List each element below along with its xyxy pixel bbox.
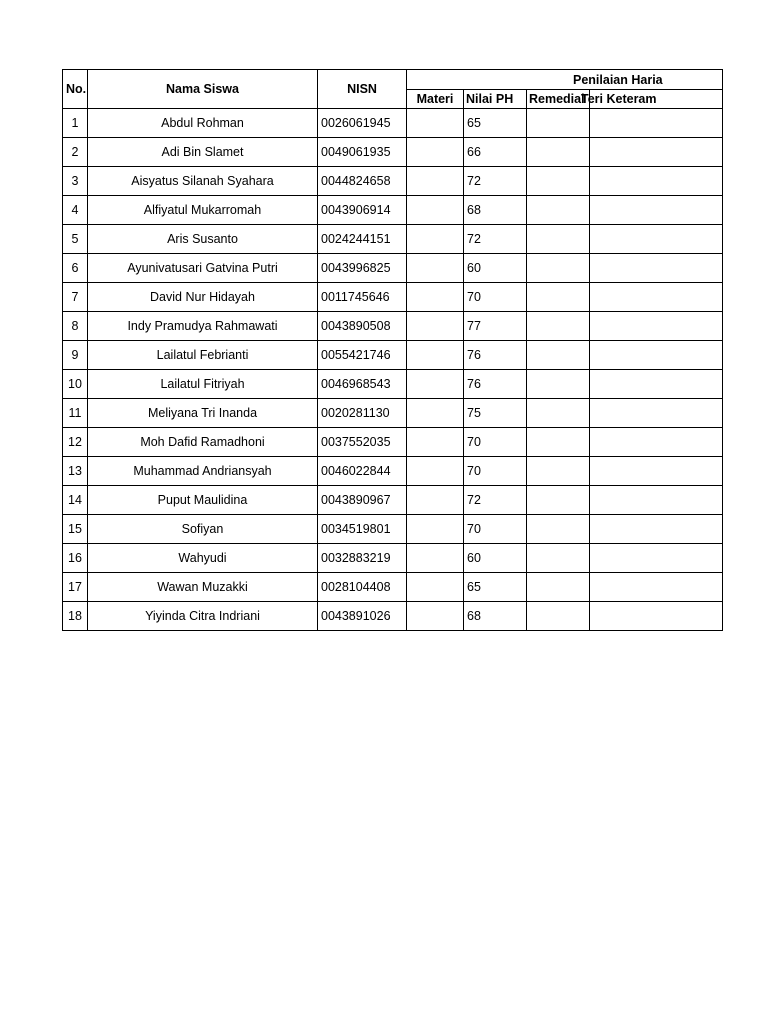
cell-nilai-ph[interactable]: 72 [464,167,527,196]
table-header [63,70,723,109]
cell-materi[interactable] [407,399,464,428]
cell-no[interactable]: 18 [63,602,88,631]
cell-nisn[interactable]: 0043891026 [318,602,407,631]
cell-materi[interactable] [407,225,464,254]
cell-remedial[interactable] [527,573,590,602]
cell-no[interactable]: 8 [63,312,88,341]
cell-no[interactable]: 4 [63,196,88,225]
cell-no[interactable]: 3 [63,167,88,196]
cell-no[interactable]: 5 [63,225,88,254]
cell-nisn[interactable]: 0043890967 [318,486,407,515]
cell-keterampilan[interactable] [590,573,723,602]
grades-table [62,69,723,631]
table-body [63,109,723,631]
spreadsheet-viewport [62,69,663,632]
cell-nilai-ph[interactable]: 76 [464,341,527,370]
cell-keterampilan[interactable] [590,544,723,573]
table-row[interactable] [63,457,723,486]
table-row[interactable] [63,167,723,196]
cell-remedial[interactable] [527,515,590,544]
cell-nilai-ph[interactable]: 70 [464,428,527,457]
cell-nisn[interactable]: 0046022844 [318,457,407,486]
cell-materi[interactable] [407,573,464,602]
cell-remedial[interactable] [527,109,590,138]
cell-name[interactable]: Sofiyan [88,515,318,544]
table-row[interactable] [63,138,723,167]
cell-materi[interactable] [407,341,464,370]
cell-no[interactable]: 12 [63,428,88,457]
cell-materi[interactable] [407,428,464,457]
table-row[interactable] [63,341,723,370]
header-name: Nama Siswa [88,70,318,109]
cell-keterampilan[interactable] [590,196,723,225]
cell-nisn[interactable]: 0043906914 [318,196,407,225]
table-row[interactable] [63,544,723,573]
cell-nilai-ph[interactable]: 72 [464,486,527,515]
cell-nisn[interactable]: 0020281130 [318,399,407,428]
header-group-penilaian: Penilaian Haria [407,70,723,90]
cell-keterampilan[interactable] [590,602,723,631]
cell-remedial[interactable] [527,399,590,428]
cell-remedial[interactable] [527,225,590,254]
cell-materi[interactable] [407,370,464,399]
cell-nisn[interactable]: 0011745646 [318,283,407,312]
cell-nisn[interactable]: 0034519801 [318,515,407,544]
header-nisn: NISN [318,70,407,109]
cell-name[interactable]: Lailatul Febrianti [88,341,318,370]
cell-name[interactable]: Indy Pramudya Rahmawati [88,312,318,341]
table-row[interactable] [63,428,723,457]
cell-nilai-ph[interactable]: 76 [464,370,527,399]
cell-name[interactable]: Lailatul Fitriyah [88,370,318,399]
header-nilai-ph: Nilai PH [464,90,527,109]
table-row[interactable] [63,573,723,602]
cell-keterampilan[interactable] [590,225,723,254]
cell-materi[interactable] [407,167,464,196]
cell-nisn[interactable]: 0046968543 [318,370,407,399]
cell-nisn[interactable]: 0049061935 [318,138,407,167]
cell-keterampilan[interactable] [590,399,723,428]
header-keterampilan: Teri Keteram [590,90,723,109]
cell-no[interactable]: 15 [63,515,88,544]
cell-nilai-ph[interactable]: 65 [464,573,527,602]
cell-no[interactable]: 7 [63,283,88,312]
cell-remedial[interactable] [527,254,590,283]
cell-name[interactable]: Wawan Muzakki [88,573,318,602]
cell-materi[interactable] [407,109,464,138]
cell-name[interactable]: Puput Maulidina [88,486,318,515]
cell-nisn[interactable]: 0055421746 [318,341,407,370]
table-row[interactable] [63,486,723,515]
cell-keterampilan[interactable] [590,370,723,399]
cell-materi[interactable] [407,138,464,167]
cell-no[interactable]: 6 [63,254,88,283]
header-no: No. [63,70,88,109]
cell-name[interactable]: Aisyatus Silanah Syahara [88,167,318,196]
cell-nilai-ph[interactable]: 60 [464,254,527,283]
cell-materi[interactable] [407,515,464,544]
cell-remedial[interactable] [527,544,590,573]
cell-nilai-ph[interactable]: 65 [464,109,527,138]
table-row[interactable] [63,312,723,341]
cell-keterampilan[interactable] [590,341,723,370]
cell-materi[interactable] [407,283,464,312]
cell-name[interactable]: Aris Susanto [88,225,318,254]
cell-materi[interactable] [407,457,464,486]
cell-keterampilan[interactable] [590,428,723,457]
cell-remedial[interactable] [527,602,590,631]
cell-remedial[interactable] [527,196,590,225]
cell-keterampilan[interactable] [590,457,723,486]
cell-nisn[interactable]: 0037552035 [318,428,407,457]
table-row[interactable] [63,602,723,631]
header-remedial: Remedial [527,90,590,109]
table-row[interactable] [63,370,723,399]
cell-remedial[interactable] [527,486,590,515]
cell-keterampilan[interactable] [590,167,723,196]
table-row[interactable] [63,283,723,312]
cell-name[interactable]: Yiyinda Citra Indriani [88,602,318,631]
cell-nisn[interactable]: 0028104408 [318,573,407,602]
cell-remedial[interactable] [527,167,590,196]
cell-nilai-ph[interactable]: 72 [464,225,527,254]
cell-nisn[interactable]: 0024244151 [318,225,407,254]
cell-no[interactable]: 16 [63,544,88,573]
cell-nisn[interactable]: 0044824658 [318,167,407,196]
table-row[interactable] [63,399,723,428]
cell-materi[interactable] [407,312,464,341]
cell-keterampilan[interactable] [590,486,723,515]
cell-nilai-ph[interactable]: 66 [464,138,527,167]
cell-name[interactable]: Wahyudi [88,544,318,573]
cell-materi[interactable] [407,544,464,573]
cell-keterampilan[interactable] [590,283,723,312]
cell-nilai-ph[interactable]: 75 [464,399,527,428]
table-row[interactable] [63,109,723,138]
cell-name[interactable]: Muhammad Andriansyah [88,457,318,486]
cell-nisn[interactable]: 0043996825 [318,254,407,283]
table-row[interactable] [63,196,723,225]
cell-remedial[interactable] [527,283,590,312]
cell-nilai-ph[interactable]: 60 [464,544,527,573]
cell-no[interactable]: 10 [63,370,88,399]
cell-remedial[interactable] [527,428,590,457]
cell-nilai-ph[interactable]: 70 [464,457,527,486]
cell-remedial[interactable] [527,312,590,341]
cell-name[interactable]: Ayunivatusari Gatvina Putri [88,254,318,283]
cell-remedial[interactable] [527,370,590,399]
cell-name[interactable]: Meliyana Tri Inanda [88,399,318,428]
table-row[interactable] [63,254,723,283]
cell-name[interactable]: Adi Bin Slamet [88,138,318,167]
cell-nilai-ph[interactable]: 70 [464,283,527,312]
cell-no[interactable]: 2 [63,138,88,167]
cell-keterampilan[interactable] [590,515,723,544]
table-row[interactable] [63,515,723,544]
cell-no[interactable]: 11 [63,399,88,428]
cell-materi[interactable] [407,254,464,283]
table-row[interactable] [63,225,723,254]
cell-remedial[interactable] [527,341,590,370]
cell-nilai-ph[interactable]: 68 [464,602,527,631]
cell-materi[interactable] [407,486,464,515]
cell-nisn[interactable]: 0026061945 [318,109,407,138]
cell-name[interactable]: Abdul Rohman [88,109,318,138]
cell-materi[interactable] [407,602,464,631]
cell-nilai-ph[interactable]: 68 [464,196,527,225]
header-row-1 [63,70,723,90]
cell-no[interactable]: 9 [63,341,88,370]
header-materi: Materi [407,90,464,109]
cell-keterampilan[interactable] [590,312,723,341]
cell-nilai-ph[interactable]: 70 [464,515,527,544]
cell-no[interactable]: 14 [63,486,88,515]
cell-name[interactable]: Alfiyatul Mukarromah [88,196,318,225]
cell-nilai-ph[interactable]: 77 [464,312,527,341]
cell-remedial[interactable] [527,457,590,486]
cell-name[interactable]: Moh Dafid Ramadhoni [88,428,318,457]
cell-materi[interactable] [407,196,464,225]
cell-nisn[interactable]: 0032883219 [318,544,407,573]
cell-no[interactable]: 13 [63,457,88,486]
cell-keterampilan[interactable] [590,109,723,138]
cell-keterampilan[interactable] [590,254,723,283]
cell-remedial[interactable] [527,138,590,167]
cell-no[interactable]: 17 [63,573,88,602]
cell-keterampilan[interactable] [590,138,723,167]
cell-name[interactable]: David Nur Hidayah [88,283,318,312]
cell-nisn[interactable]: 0043890508 [318,312,407,341]
cell-no[interactable]: 1 [63,109,88,138]
